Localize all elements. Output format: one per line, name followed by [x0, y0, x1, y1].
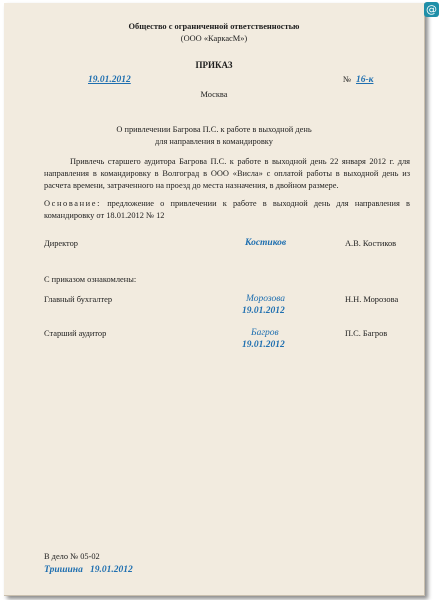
person-signature: Морозова — [246, 294, 286, 304]
org-short-name: (ООО «КаркасМ») — [180, 34, 248, 43]
filing-date: 19.01.2012 — [90, 565, 133, 575]
order-date: 19.01.2012 — [88, 75, 131, 85]
person-name: Н.Н. Морозова — [345, 295, 399, 304]
filing-signature: Тришина — [44, 565, 83, 575]
subject-line-1: О привлечении Багрова П.С. к работе в выходной день — [116, 125, 312, 134]
person-signature-date: 19.01.2012 — [242, 340, 285, 350]
director-name: А.В. Костиков — [345, 239, 397, 248]
city: Москва — [200, 90, 228, 99]
acknowledged-label: С приказом ознакомлены: — [44, 275, 137, 284]
order-number-label: № — [343, 75, 351, 84]
person-signature-date: 19.01.2012 — [242, 306, 285, 316]
org-name: Общество с ограниченной ответственностью — [128, 22, 300, 31]
basis — [44, 198, 410, 222]
filing-label: В дело № 05-02 — [44, 552, 100, 561]
person-position: Старший аудитор — [44, 329, 107, 338]
at-icon[interactable]: @ — [426, 3, 437, 16]
director-position: Директор — [44, 239, 78, 248]
subject-line-2: для направления в командировку — [155, 137, 273, 146]
order-number: 16-к — [356, 75, 374, 85]
basis-text: предложение о привлечении к работе в выходной день для направления в командировку от 18.01.2012 № 12 — [44, 199, 411, 220]
director-signature: Костиков — [245, 238, 287, 248]
order-body: Привлечь старшего аудитора Багрова П.С. к работе в выходной день 22 января 2012 г. для направления в командировку в Волгоград в ООО «Висла» с оплатой работы в выходной день из расчета времени, затраченного на проезд до места назначения, в двойном размере. — [44, 157, 410, 190]
person-position: Главный бухгалтер — [44, 295, 113, 304]
basis-label: Основание: — [44, 199, 102, 208]
document-page — [4, 3, 425, 596]
doc-title: ПРИКАЗ — [195, 60, 233, 70]
person-name: П.С. Багров — [345, 329, 388, 338]
person-signature: Багров — [251, 328, 279, 338]
